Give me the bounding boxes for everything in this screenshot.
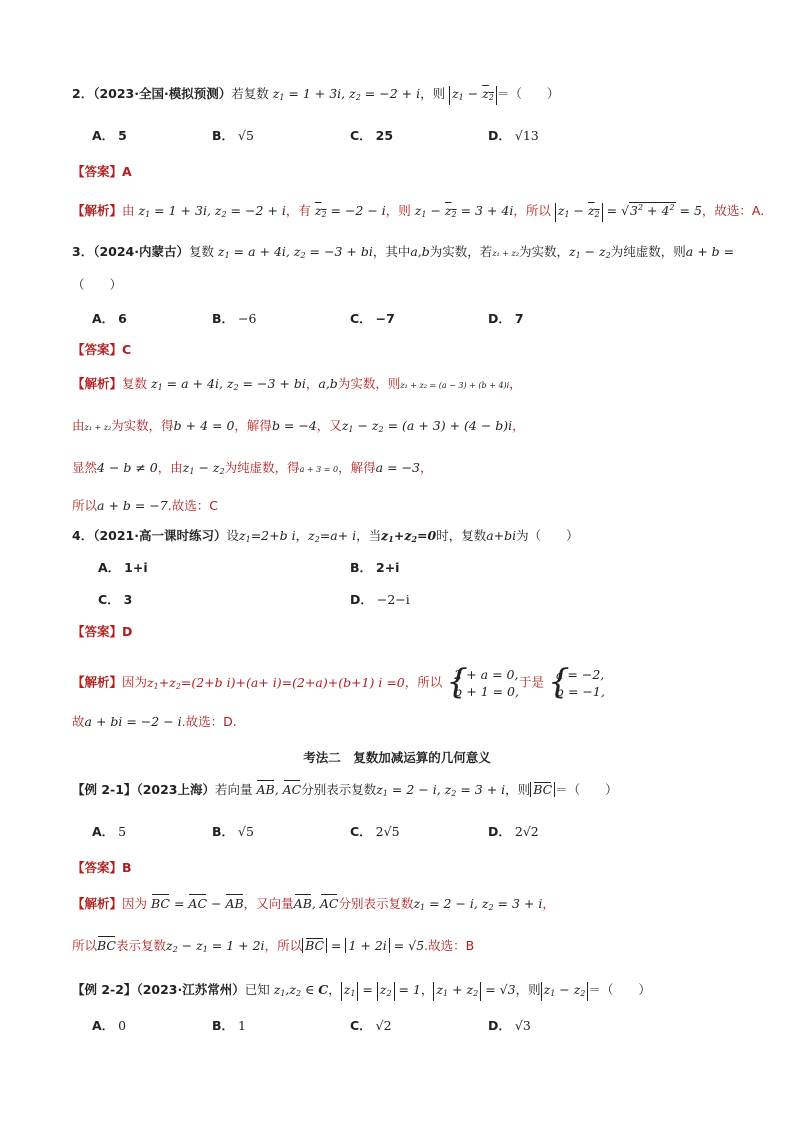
ex21-option-d[interactable]: D． 2√2 <box>488 824 539 839</box>
q3-analysis-line-4: 所以a + b = −7.故选：C <box>72 498 218 513</box>
q3-paren: （ ） <box>72 277 123 292</box>
q2-option-d[interactable]: D． √13 <box>488 128 539 143</box>
q4-answer: 【答案】D <box>72 624 133 639</box>
q2-condition: $z_1 = 1 + 3i$, $z_2 = -2 + i$ <box>272 86 421 102</box>
q2-number: 2． <box>72 86 94 101</box>
ex21-analysis-line-1: 【解析】因为 BC = AC − AB，又向量AB, AC分别表示复数$z_1 = 2 - i$, $z_2 = 3 + i$， <box>72 896 555 912</box>
q3-answer: 【答案】C <box>72 342 132 357</box>
q3-analysis-line-1: 【解析】复数 $z_1 = a + 4i$, $z_2 = -3$ + bi，a,b为实数，则z₁ + z₂ = (a − 3) + (b + 4)i， <box>72 376 522 392</box>
q4-analysis-line-2: 故a + bi = −2 − i.故选：D. <box>72 714 237 729</box>
q4-option-b[interactable]: B． 2+i <box>350 560 400 575</box>
q3-option-c[interactable]: C． −7 <box>350 311 395 326</box>
ex21-analysis-line-2: 所以BC表示复数$z_2 - z_1 = 1 + 2i$，所以 BC = 1 + 2i = √5.故选：B <box>72 938 475 954</box>
q4-option-c[interactable]: C． 3 <box>98 592 133 607</box>
q2-expression: $z_1 - z_2$ <box>449 86 497 105</box>
q4-analysis-line-1: 【解析】因为$z_1+z_2=(2+b$ i)+(a+ i)=(2+a)+(b+1) i =0，所以 { 2 + a = 0, b + 1 = 0, 于是 { a = −2, b = −1, <box>72 662 605 702</box>
q2-answer: 【答案】A <box>72 164 132 179</box>
ex22-option-a[interactable]: A． 0 <box>92 1018 127 1033</box>
q4-option-a[interactable]: A． 1+i <box>98 560 148 575</box>
q3-option-a[interactable]: A． 6 <box>92 311 127 326</box>
ex21-option-c[interactable]: C． 2√5 <box>350 824 400 839</box>
ex21-answer: 【答案】B <box>72 860 132 875</box>
ex22-stem: 【例 2-2】（2023·江苏常州）已知 $z_1,z_2$ ∈ C， $z_1 = z_2 = 1$， $z_1 + z_2 = √3$，则 $z_1 - z_2$ ＝（ ） <box>72 980 651 1004</box>
ex21-option-a[interactable]: A． 5 <box>92 824 127 839</box>
section-title: 考法二 复数加减运算的几何意义 <box>303 750 491 765</box>
q3-option-d[interactable]: D． 7 <box>488 311 524 326</box>
ex21-stem: 【例 2-1】（2023上海）若向量 AB, AC分别表示复数$z_1 = 2 - i$, $z_2 = 3 + i$，则 BC ＝（ ） <box>72 782 618 798</box>
q3-analysis-line-3: 显然4 − b ≠ 0，由$z_1 - z_2$为纯虚数，得a + 3 = 0，解得a = −3， <box>72 460 433 476</box>
q4-stem: 4．（2021·高一课时练习）设$z_1=2+b$ i，$z_2=a+ i$，当$z_1+z_2=0$时，复数a+bi为（ ） <box>72 528 579 544</box>
ex22-option-b[interactable]: B． 1 <box>212 1018 246 1033</box>
ex22-option-d[interactable]: D． √3 <box>488 1018 531 1033</box>
q2-analysis: 【解析】由 $z_1 = 1 + 3i$, $z_2 = -2 + i$，有 $z_2 = -2 - i$，则 $z_1 - z_2 = 3 + 4i$，所以 $z_1 - z_2 = √3^2 + 4^2 = 5$，故选：A. <box>72 198 764 225</box>
q2-option-c[interactable]: C． 25 <box>350 128 394 143</box>
ex21-option-b[interactable]: B． √5 <box>212 824 254 839</box>
q3-analysis-line-2: 由z₁ + z₂为实数，得b + 4 = 0，解得b = −4，又$z_1 - z_2 = (a + 3) + (4 - b)i$， <box>72 418 525 434</box>
q2-option-b[interactable]: B． √5 <box>212 128 254 143</box>
q3-option-b[interactable]: B． −6 <box>212 311 257 326</box>
q4-option-d[interactable]: D． −2−i <box>350 592 410 607</box>
ex22-option-c[interactable]: C． √2 <box>350 1018 392 1033</box>
q2-source: （2023·全国·模拟预测） <box>93 86 232 101</box>
q3-stem: 3．（2024·内蒙古）复数 $z_1 = a + 4i$, $z_2 = -3$ + bi，其中a,b为实数，若z₁ + z₂为实数，$z_1 - z_2$为纯虚数，则a + b = <box>72 244 735 260</box>
q2-option-a[interactable]: A． 5 <box>92 128 127 143</box>
q2-stem: 2．（2023·全国·模拟预测）若复数 $z_1 = 1 + 3i$, $z_2 = -2 + i$，则 $z_1 - z_2$ ＝（ ） <box>72 84 559 108</box>
